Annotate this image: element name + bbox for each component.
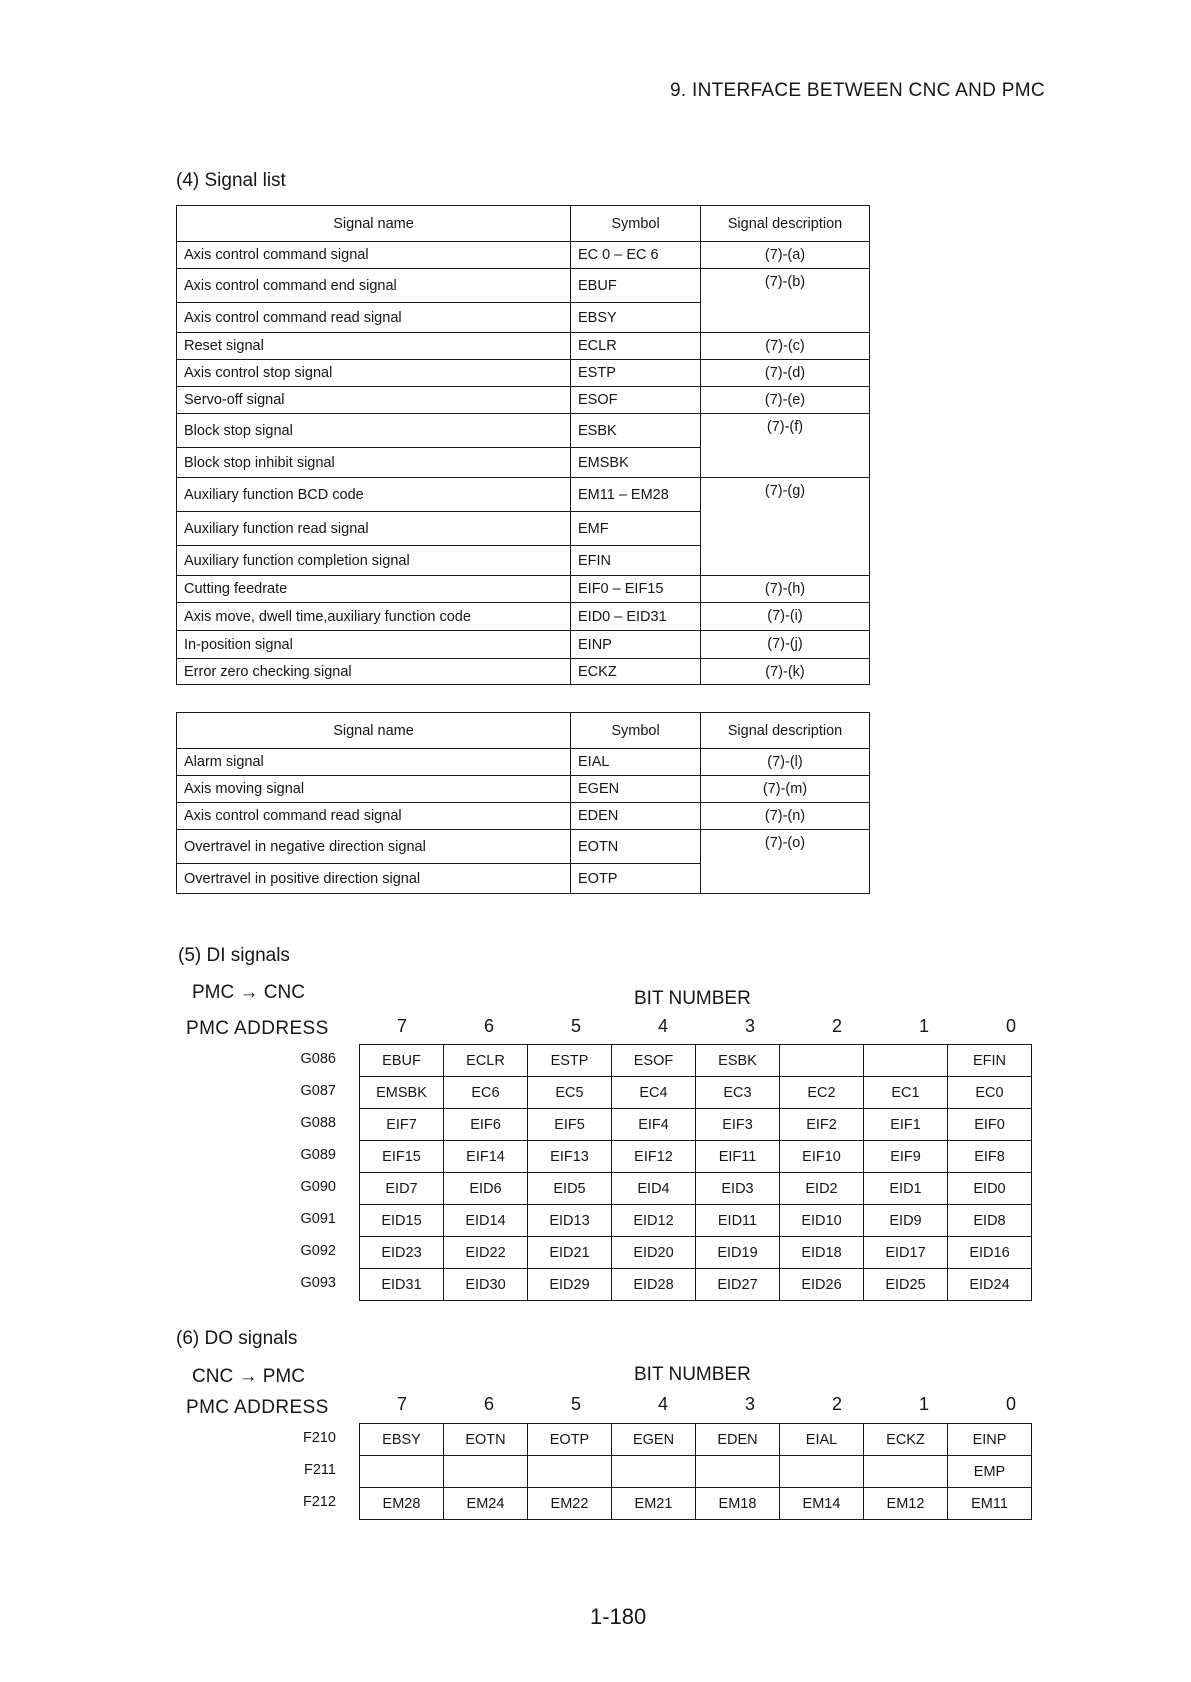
signal-description-cell: (7)-(d) xyxy=(701,360,870,387)
signal-description-cell: (7)-(e) xyxy=(701,387,870,414)
symbol-cell: EBUF xyxy=(571,269,701,303)
symbol-cell: EID0 – EID31 xyxy=(571,603,701,631)
bit-cell xyxy=(864,1045,948,1077)
table-row xyxy=(177,776,870,803)
bit-cell: ECLR xyxy=(444,1045,528,1077)
bit-cell: EID30 xyxy=(444,1269,528,1301)
symbol-cell: EOTP xyxy=(571,864,701,894)
bit-cell: EM24 xyxy=(444,1488,528,1520)
bit-number-label: 7 xyxy=(396,1016,407,1036)
bit-cell: EID15 xyxy=(360,1205,444,1237)
table-row xyxy=(360,1237,1032,1269)
bit-cell: EIF4 xyxy=(612,1109,696,1141)
bit-cell: EID27 xyxy=(696,1269,780,1301)
bit-number-label: 6 xyxy=(483,1394,494,1414)
bit-cell: EDEN xyxy=(696,1424,780,1456)
table-row xyxy=(177,269,870,303)
running-header: 9. INTERFACE BETWEEN CNC AND PMC xyxy=(670,80,1045,101)
table-row xyxy=(360,1173,1032,1205)
pmc-address: G091 xyxy=(300,1211,336,1227)
bit-cell: EMP xyxy=(948,1456,1032,1488)
bit-cell: EID0 xyxy=(948,1173,1032,1205)
symbol-cell: ECKZ xyxy=(571,659,701,685)
bit-number-label: 0 xyxy=(1005,1016,1016,1036)
bit-cell: EIF1 xyxy=(864,1109,948,1141)
pmc-address: F210 xyxy=(302,1430,336,1446)
table-row xyxy=(177,603,870,631)
column-header-symbol: Symbol xyxy=(571,713,701,749)
table-row xyxy=(177,803,870,830)
symbol-cell: EMF xyxy=(571,512,701,546)
bit-cell: EC3 xyxy=(696,1077,780,1109)
do-signals-title: (6) DO signals xyxy=(176,1328,298,1349)
bit-cell: EIF8 xyxy=(948,1141,1032,1173)
table-row xyxy=(360,1488,1032,1520)
column-header-symbol: Symbol xyxy=(571,206,701,242)
bit-number-label: 3 xyxy=(744,1394,755,1414)
bit-cell: EMSBK xyxy=(360,1077,444,1109)
bit-number-label: 1 xyxy=(918,1394,929,1414)
do-bit-number-label: BIT NUMBER xyxy=(634,1364,751,1385)
bit-cell: EID1 xyxy=(864,1173,948,1205)
signal-description-cell: (7)-(o) xyxy=(701,830,870,894)
bit-cell: EFIN xyxy=(948,1045,1032,1077)
signal-description-cell: (7)-(k) xyxy=(701,659,870,685)
bit-cell: EIF14 xyxy=(444,1141,528,1173)
bit-cell: EID5 xyxy=(528,1173,612,1205)
symbol-cell: EIF0 – EIF15 xyxy=(571,576,701,603)
table-row xyxy=(177,387,870,414)
table-row xyxy=(177,360,870,387)
bit-cell: EOTP xyxy=(528,1424,612,1456)
bit-cell: EID7 xyxy=(360,1173,444,1205)
symbol-cell: EINP xyxy=(571,631,701,659)
pmc-address: G086 xyxy=(300,1051,336,1067)
bit-cell: EID25 xyxy=(864,1269,948,1301)
signal-description-cell: (7)-(j) xyxy=(701,631,870,659)
bit-cell: EIF13 xyxy=(528,1141,612,1173)
signal-description-cell: (7)-(l) xyxy=(701,749,870,776)
bit-cell: EINP xyxy=(948,1424,1032,1456)
bit-number-label: 7 xyxy=(396,1394,407,1414)
signal-description-cell: (7)-(i) xyxy=(701,603,870,631)
symbol-cell: EIAL xyxy=(571,749,701,776)
signal-name-cell: Error zero checking signal xyxy=(177,659,571,685)
table-row xyxy=(177,749,870,776)
bit-cell: EID6 xyxy=(444,1173,528,1205)
table-row xyxy=(177,333,870,360)
pmc-address: G090 xyxy=(300,1179,336,1195)
signal-list-title: (4) Signal list xyxy=(176,170,286,191)
symbol-cell: EGEN xyxy=(571,776,701,803)
column-header-signal-name: Signal name xyxy=(177,713,571,749)
symbol-cell: EM11 – EM28 xyxy=(571,478,701,512)
bit-cell: EC1 xyxy=(864,1077,948,1109)
signal-name-cell: Auxiliary function BCD code xyxy=(177,478,571,512)
bit-cell: EID10 xyxy=(780,1205,864,1237)
table-row xyxy=(360,1424,1032,1456)
bit-cell: EM11 xyxy=(948,1488,1032,1520)
signal-name-cell: Auxiliary function completion signal xyxy=(177,546,571,576)
bit-cell xyxy=(444,1456,528,1488)
di-bit-number-label: BIT NUMBER xyxy=(634,988,751,1009)
bit-number-label: 2 xyxy=(831,1016,842,1036)
bit-cell: EID11 xyxy=(696,1205,780,1237)
table-row xyxy=(177,830,870,864)
signal-name-cell: Axis control command signal xyxy=(177,242,571,269)
signal-description-cell: (7)-(h) xyxy=(701,576,870,603)
bit-cell: EIAL xyxy=(780,1424,864,1456)
bit-cell: EC6 xyxy=(444,1077,528,1109)
bit-cell: EM22 xyxy=(528,1488,612,1520)
bit-cell: EID9 xyxy=(864,1205,948,1237)
bit-cell: EID14 xyxy=(444,1205,528,1237)
bit-cell: EIF5 xyxy=(528,1109,612,1141)
table-row xyxy=(360,1045,1032,1077)
do-pmc-address-label: PMC ADDRESS xyxy=(186,1397,329,1418)
signal-name-cell: Servo-off signal xyxy=(177,387,571,414)
symbol-cell: ECLR xyxy=(571,333,701,360)
bit-cell: EID3 xyxy=(696,1173,780,1205)
bit-cell: EM14 xyxy=(780,1488,864,1520)
bit-cell: EID8 xyxy=(948,1205,1032,1237)
bit-cell: ESBK xyxy=(696,1045,780,1077)
bit-cell xyxy=(612,1456,696,1488)
bit-cell: EID20 xyxy=(612,1237,696,1269)
bit-cell: EM18 xyxy=(696,1488,780,1520)
di-signals-title: (5) DI signals xyxy=(178,945,290,966)
signal-description-cell: (7)-(b) xyxy=(701,269,870,333)
bit-cell: EM12 xyxy=(864,1488,948,1520)
signal-name-cell: Cutting feedrate xyxy=(177,576,571,603)
di-signal-table xyxy=(359,1044,1032,1301)
bit-number-label: 3 xyxy=(744,1016,755,1036)
bit-number-label: 5 xyxy=(570,1394,581,1414)
signal-description-cell: (7)-(f) xyxy=(701,414,870,478)
bit-cell xyxy=(696,1456,780,1488)
bit-cell: EC5 xyxy=(528,1077,612,1109)
bit-cell: EIF10 xyxy=(780,1141,864,1173)
column-header-signal-description: Signal description xyxy=(701,713,870,749)
bit-cell: ECKZ xyxy=(864,1424,948,1456)
bit-cell: EC0 xyxy=(948,1077,1032,1109)
bit-cell: EID24 xyxy=(948,1269,1032,1301)
signal-name-cell: Axis control command end signal xyxy=(177,269,571,303)
bit-number-label: 6 xyxy=(483,1016,494,1036)
di-pmc-address-label: PMC ADDRESS xyxy=(186,1018,329,1039)
table-row xyxy=(360,1205,1032,1237)
signal-name-cell: Block stop signal xyxy=(177,414,571,448)
bit-cell: EID2 xyxy=(780,1173,864,1205)
bit-cell: EID4 xyxy=(612,1173,696,1205)
bit-cell xyxy=(864,1456,948,1488)
bit-number-label: 4 xyxy=(657,1016,668,1036)
signal-description-cell: (7)-(a) xyxy=(701,242,870,269)
bit-cell: EID13 xyxy=(528,1205,612,1237)
pmc-address: G093 xyxy=(300,1275,336,1291)
bit-number-label: 1 xyxy=(918,1016,929,1036)
pmc-address: G087 xyxy=(300,1083,336,1099)
bit-cell: EC2 xyxy=(780,1077,864,1109)
bit-cell: EID18 xyxy=(780,1237,864,1269)
bit-cell: EIF9 xyxy=(864,1141,948,1173)
signal-name-cell: Axis control command read signal xyxy=(177,803,571,830)
pmc-address: F212 xyxy=(302,1494,336,1510)
signal-name-cell: Axis moving signal xyxy=(177,776,571,803)
bit-number-label: 0 xyxy=(1005,1394,1016,1414)
bit-cell: EOTN xyxy=(444,1424,528,1456)
bit-cell: EIF12 xyxy=(612,1141,696,1173)
table-row xyxy=(360,1141,1032,1173)
signal-name-cell: Axis move, dwell time,auxiliary function code xyxy=(177,603,571,631)
signal-name-cell: Alarm signal xyxy=(177,749,571,776)
bit-cell: EIF15 xyxy=(360,1141,444,1173)
table-row xyxy=(360,1456,1032,1488)
di-direction-label: PMC → CNC xyxy=(192,982,305,1003)
bit-cell: ESTP xyxy=(528,1045,612,1077)
column-header-signal-name: Signal name xyxy=(177,206,571,242)
symbol-cell: EOTN xyxy=(571,830,701,864)
bit-cell: EID21 xyxy=(528,1237,612,1269)
symbol-cell: ESBK xyxy=(571,414,701,448)
pmc-address: G092 xyxy=(300,1243,336,1259)
signal-name-cell: Overtravel in negative direction signal xyxy=(177,830,571,864)
bit-cell: EID23 xyxy=(360,1237,444,1269)
signal-name-cell: Block stop inhibit signal xyxy=(177,448,571,478)
table-row xyxy=(177,659,870,685)
symbol-cell: EMSBK xyxy=(571,448,701,478)
signal-description-cell: (7)-(g) xyxy=(701,478,870,576)
signal-description-cell: (7)-(c) xyxy=(701,333,870,360)
bit-cell: EBUF xyxy=(360,1045,444,1077)
signal-list-table xyxy=(176,205,870,685)
table-row xyxy=(177,414,870,448)
bit-cell: EIF2 xyxy=(780,1109,864,1141)
bit-cell: EID19 xyxy=(696,1237,780,1269)
bit-cell: EIF7 xyxy=(360,1109,444,1141)
page-number: 1-180 xyxy=(590,1604,647,1629)
bit-cell: EM21 xyxy=(612,1488,696,1520)
signal-name-cell: In-position signal xyxy=(177,631,571,659)
symbol-cell: EC 0 – EC 6 xyxy=(571,242,701,269)
symbol-cell: EDEN xyxy=(571,803,701,830)
pmc-address: F211 xyxy=(304,1462,336,1478)
bit-cell: EBSY xyxy=(360,1424,444,1456)
bit-number-label: 5 xyxy=(570,1016,581,1036)
bit-cell: EM28 xyxy=(360,1488,444,1520)
table-row xyxy=(360,1269,1032,1301)
bit-cell xyxy=(780,1045,864,1077)
bit-cell: EIF0 xyxy=(948,1109,1032,1141)
signal-name-cell: Overtravel in positive direction signal xyxy=(177,864,571,894)
symbol-cell: EBSY xyxy=(571,303,701,333)
bit-cell xyxy=(528,1456,612,1488)
symbol-cell: ESTP xyxy=(571,360,701,387)
pmc-address: G088 xyxy=(300,1115,336,1131)
bit-cell xyxy=(780,1456,864,1488)
bit-number-label: 2 xyxy=(831,1394,842,1414)
bit-cell: EIF11 xyxy=(696,1141,780,1173)
bit-cell: EIF3 xyxy=(696,1109,780,1141)
table-row xyxy=(360,1077,1032,1109)
bit-cell: EGEN xyxy=(612,1424,696,1456)
signal-list-table-continued xyxy=(176,712,870,894)
signal-name-cell: Reset signal xyxy=(177,333,571,360)
bit-cell: EID12 xyxy=(612,1205,696,1237)
bit-cell: EID26 xyxy=(780,1269,864,1301)
pmc-address: G089 xyxy=(300,1147,336,1163)
table-row xyxy=(360,1109,1032,1141)
bit-cell: EID31 xyxy=(360,1269,444,1301)
bit-cell: EIF6 xyxy=(444,1109,528,1141)
symbol-cell: ESOF xyxy=(571,387,701,414)
bit-cell: ESOF xyxy=(612,1045,696,1077)
signal-description-cell: (7)-(n) xyxy=(701,803,870,830)
bit-cell: EID16 xyxy=(948,1237,1032,1269)
signal-name-cell: Axis control command read signal xyxy=(177,303,571,333)
table-row xyxy=(177,576,870,603)
table-row xyxy=(177,242,870,269)
symbol-cell: EFIN xyxy=(571,546,701,576)
bit-cell: EID22 xyxy=(444,1237,528,1269)
bit-cell: EID17 xyxy=(864,1237,948,1269)
signal-name-cell: Axis control stop signal xyxy=(177,360,571,387)
signal-name-cell: Auxiliary function read signal xyxy=(177,512,571,546)
bit-cell: EC4 xyxy=(612,1077,696,1109)
bit-number-label: 4 xyxy=(657,1394,668,1414)
column-header-signal-description: Signal description xyxy=(701,206,870,242)
table-row xyxy=(177,631,870,659)
do-signal-table xyxy=(359,1423,1032,1520)
bit-cell: EID28 xyxy=(612,1269,696,1301)
bit-cell xyxy=(360,1456,444,1488)
bit-cell: EID29 xyxy=(528,1269,612,1301)
signal-description-cell: (7)-(m) xyxy=(701,776,870,803)
table-row xyxy=(177,478,870,512)
do-direction-label: CNC → PMC xyxy=(192,1366,305,1387)
